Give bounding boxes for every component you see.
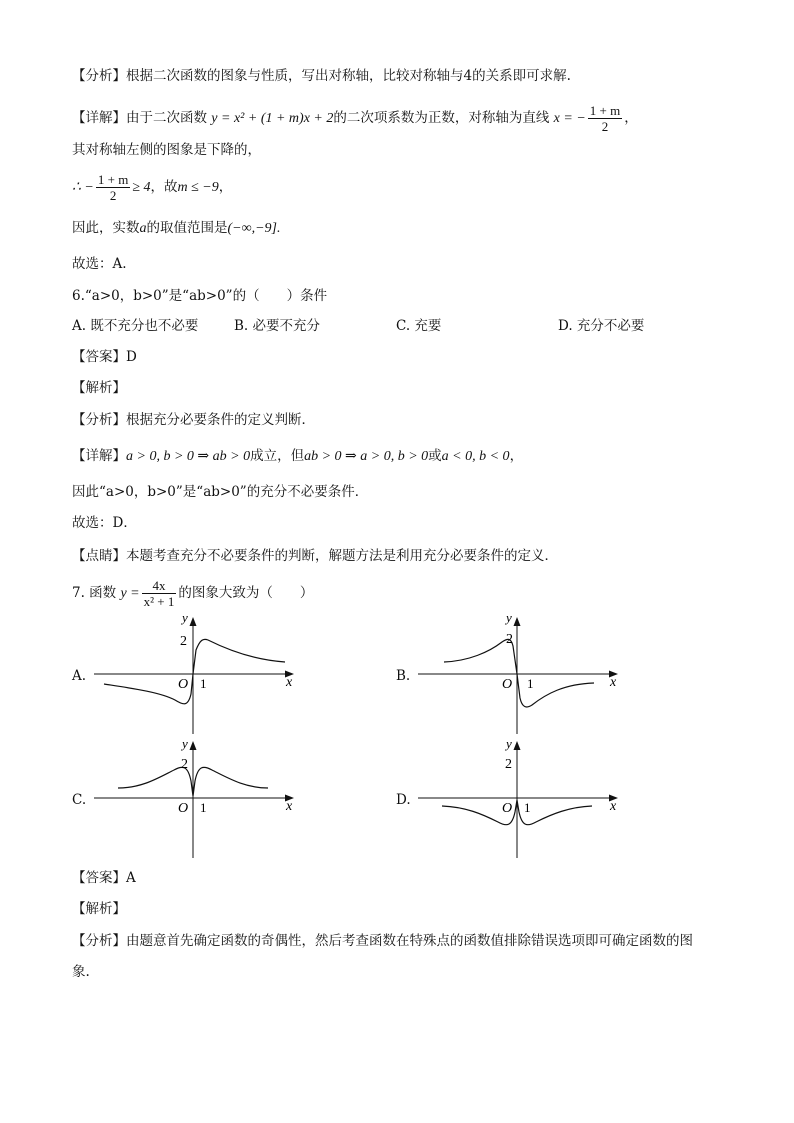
graph-c bbox=[90, 736, 300, 861]
tick-one: 1 bbox=[200, 676, 207, 691]
q5-detail bbox=[72, 103, 638, 134]
detail-case: a < 0, b < 0 bbox=[441, 449, 510, 464]
tick-two: 2 bbox=[505, 757, 512, 772]
tick-two: 2 bbox=[181, 757, 188, 772]
therefore: ∴ − bbox=[72, 180, 94, 195]
quadratic-function: y = x² + (1 + m)x + 2 bbox=[211, 111, 334, 126]
y-axis-arrow bbox=[190, 617, 197, 626]
stem-pre: 7. 函数 bbox=[72, 585, 117, 601]
tick-one: 1 bbox=[200, 800, 207, 815]
analysis-line-1: 由题意首先确定函数的奇偶性，然后考查函数在特殊点的函数值排除错误选项即可确定函数的图 bbox=[126, 933, 693, 949]
origin-label: O bbox=[178, 677, 189, 692]
q5-choice: 故选：A. bbox=[72, 256, 127, 272]
range-var: a bbox=[139, 221, 147, 236]
fraction-denominator: x² + 1 bbox=[143, 594, 175, 609]
q7-stem bbox=[72, 578, 313, 609]
function-curve bbox=[104, 639, 285, 704]
graph-b-label: B. bbox=[396, 668, 411, 684]
q7-analysis bbox=[72, 931, 693, 951]
function-fraction bbox=[142, 578, 177, 609]
tick-two: 2 bbox=[180, 634, 187, 649]
q5-line2: 其对称轴左侧的图象是下降的， bbox=[72, 142, 261, 158]
q6-stem: 6.“a>0，b>0”是“ab>0”的（ ）条件 bbox=[72, 288, 328, 304]
q7-analysis-line-2: 象. bbox=[72, 964, 90, 980]
y-label: y bbox=[182, 612, 188, 625]
comment-tag: 【点睛】 bbox=[72, 548, 126, 564]
graph-b bbox=[414, 612, 624, 737]
q6-conclusion: 因此“a>0，b>0”是“ab>0”的充分不必要条件． bbox=[72, 484, 369, 500]
y-axis-arrow bbox=[514, 617, 521, 626]
q6-option-c: C. 充要 bbox=[396, 318, 442, 334]
q6-option-b: B. 必要不充分 bbox=[234, 318, 321, 334]
y-label: y bbox=[182, 736, 188, 751]
analysis-tag: 【分析】 bbox=[72, 933, 126, 949]
detail-comma: ， bbox=[509, 448, 524, 464]
origin-label: O bbox=[178, 801, 189, 816]
range-mid: 的取值范围是 bbox=[146, 220, 228, 236]
analysis-text: 根据充分必要条件的定义判断． bbox=[126, 412, 315, 428]
ineq-mid: ，故 bbox=[150, 179, 178, 195]
q6-detail bbox=[72, 446, 523, 467]
fraction-numerator: 1 + m bbox=[97, 172, 129, 187]
range-pre: 因此，实数 bbox=[72, 220, 140, 236]
ineq-end: ， bbox=[218, 179, 233, 195]
q6-jiexi: 【解析】 bbox=[72, 380, 126, 396]
x-label: x bbox=[286, 675, 293, 690]
q7-answer bbox=[72, 868, 136, 888]
fraction-numerator: 4x bbox=[142, 578, 177, 594]
axis-fraction bbox=[588, 103, 622, 134]
detail-implication-1: a > 0, b > 0 ⇒ ab > 0 bbox=[126, 449, 251, 464]
graph-d-label: D. bbox=[396, 792, 411, 808]
tick-one: 1 bbox=[527, 676, 534, 691]
q6-option-a: A. 既不充分也不必要 bbox=[72, 318, 199, 334]
detail-tag: 【详解】 bbox=[72, 448, 126, 464]
answer-tag: 【答案】 bbox=[72, 349, 126, 365]
tick-two: 2 bbox=[506, 632, 513, 647]
ineq-fraction bbox=[96, 172, 130, 203]
y-label: y bbox=[506, 736, 512, 751]
comment-text: 本题考查充分不必要条件的判断，解题方法是利用充分必要条件的定义． bbox=[126, 548, 558, 564]
tick-one: 1 bbox=[524, 800, 531, 815]
graph-a bbox=[90, 612, 300, 737]
fraction-denominator: 2 bbox=[109, 188, 117, 203]
answer-value: A bbox=[126, 870, 136, 886]
analysis-tag: 【分析】 bbox=[72, 412, 126, 428]
x-label: x bbox=[286, 799, 293, 814]
detail-implication-2: ab > 0 ⇒ a > 0, b > 0 bbox=[304, 449, 429, 464]
q6-answer bbox=[72, 347, 137, 367]
analysis-text: 根据二次函数的图象与性质，写出对称轴，比较对称轴与4的关系即可求解. bbox=[126, 68, 571, 84]
q5-inequality bbox=[72, 172, 232, 203]
q6-option-d: D. 充分不必要 bbox=[558, 318, 645, 334]
q6-choice: 故选：D． bbox=[72, 515, 137, 531]
answer-tag: 【答案】 bbox=[72, 870, 126, 886]
ineq-post: ≥ 4 bbox=[132, 180, 151, 195]
function-curve bbox=[444, 639, 594, 707]
analysis-tag: 【分析】 bbox=[72, 68, 126, 84]
x-label: x bbox=[610, 799, 617, 814]
q6-analysis bbox=[72, 410, 315, 430]
fraction-denominator: 2 bbox=[601, 119, 609, 134]
q6-comment bbox=[72, 546, 558, 566]
graph-a-label: A. bbox=[72, 668, 87, 684]
comma: ， bbox=[624, 110, 638, 126]
x-label: x bbox=[610, 675, 617, 690]
origin-label: O bbox=[502, 677, 513, 692]
axis-lhs: x = − bbox=[553, 111, 586, 126]
stem-post: 的图象大致为（ ） bbox=[178, 585, 314, 601]
y-axis-arrow bbox=[190, 741, 197, 750]
fraction-numerator: 1 + m bbox=[589, 103, 621, 118]
answer-value: D bbox=[126, 349, 137, 365]
q7-jiexi: 【解析】 bbox=[72, 901, 126, 917]
detail-pre: 由于二次函数 bbox=[126, 110, 207, 126]
detail-mid: 的二次项系数为正数，对称轴为直线 bbox=[333, 110, 550, 126]
detail-tag: 【详解】 bbox=[72, 110, 126, 126]
range-value: (−∞,−9]. bbox=[227, 221, 281, 236]
q5-analysis bbox=[72, 66, 571, 86]
detail-connector-2: 或 bbox=[428, 448, 442, 464]
q5-range bbox=[72, 218, 281, 239]
y-axis-arrow bbox=[514, 741, 521, 750]
origin-label: O bbox=[502, 801, 513, 816]
stem-lhs: y = bbox=[120, 586, 140, 601]
y-label: y bbox=[506, 612, 512, 625]
detail-connector-1: 成立，但 bbox=[250, 448, 305, 464]
ineq-result: m ≤ −9 bbox=[177, 180, 219, 195]
graph-c-label: C. bbox=[72, 792, 87, 808]
graph-d bbox=[414, 736, 624, 861]
